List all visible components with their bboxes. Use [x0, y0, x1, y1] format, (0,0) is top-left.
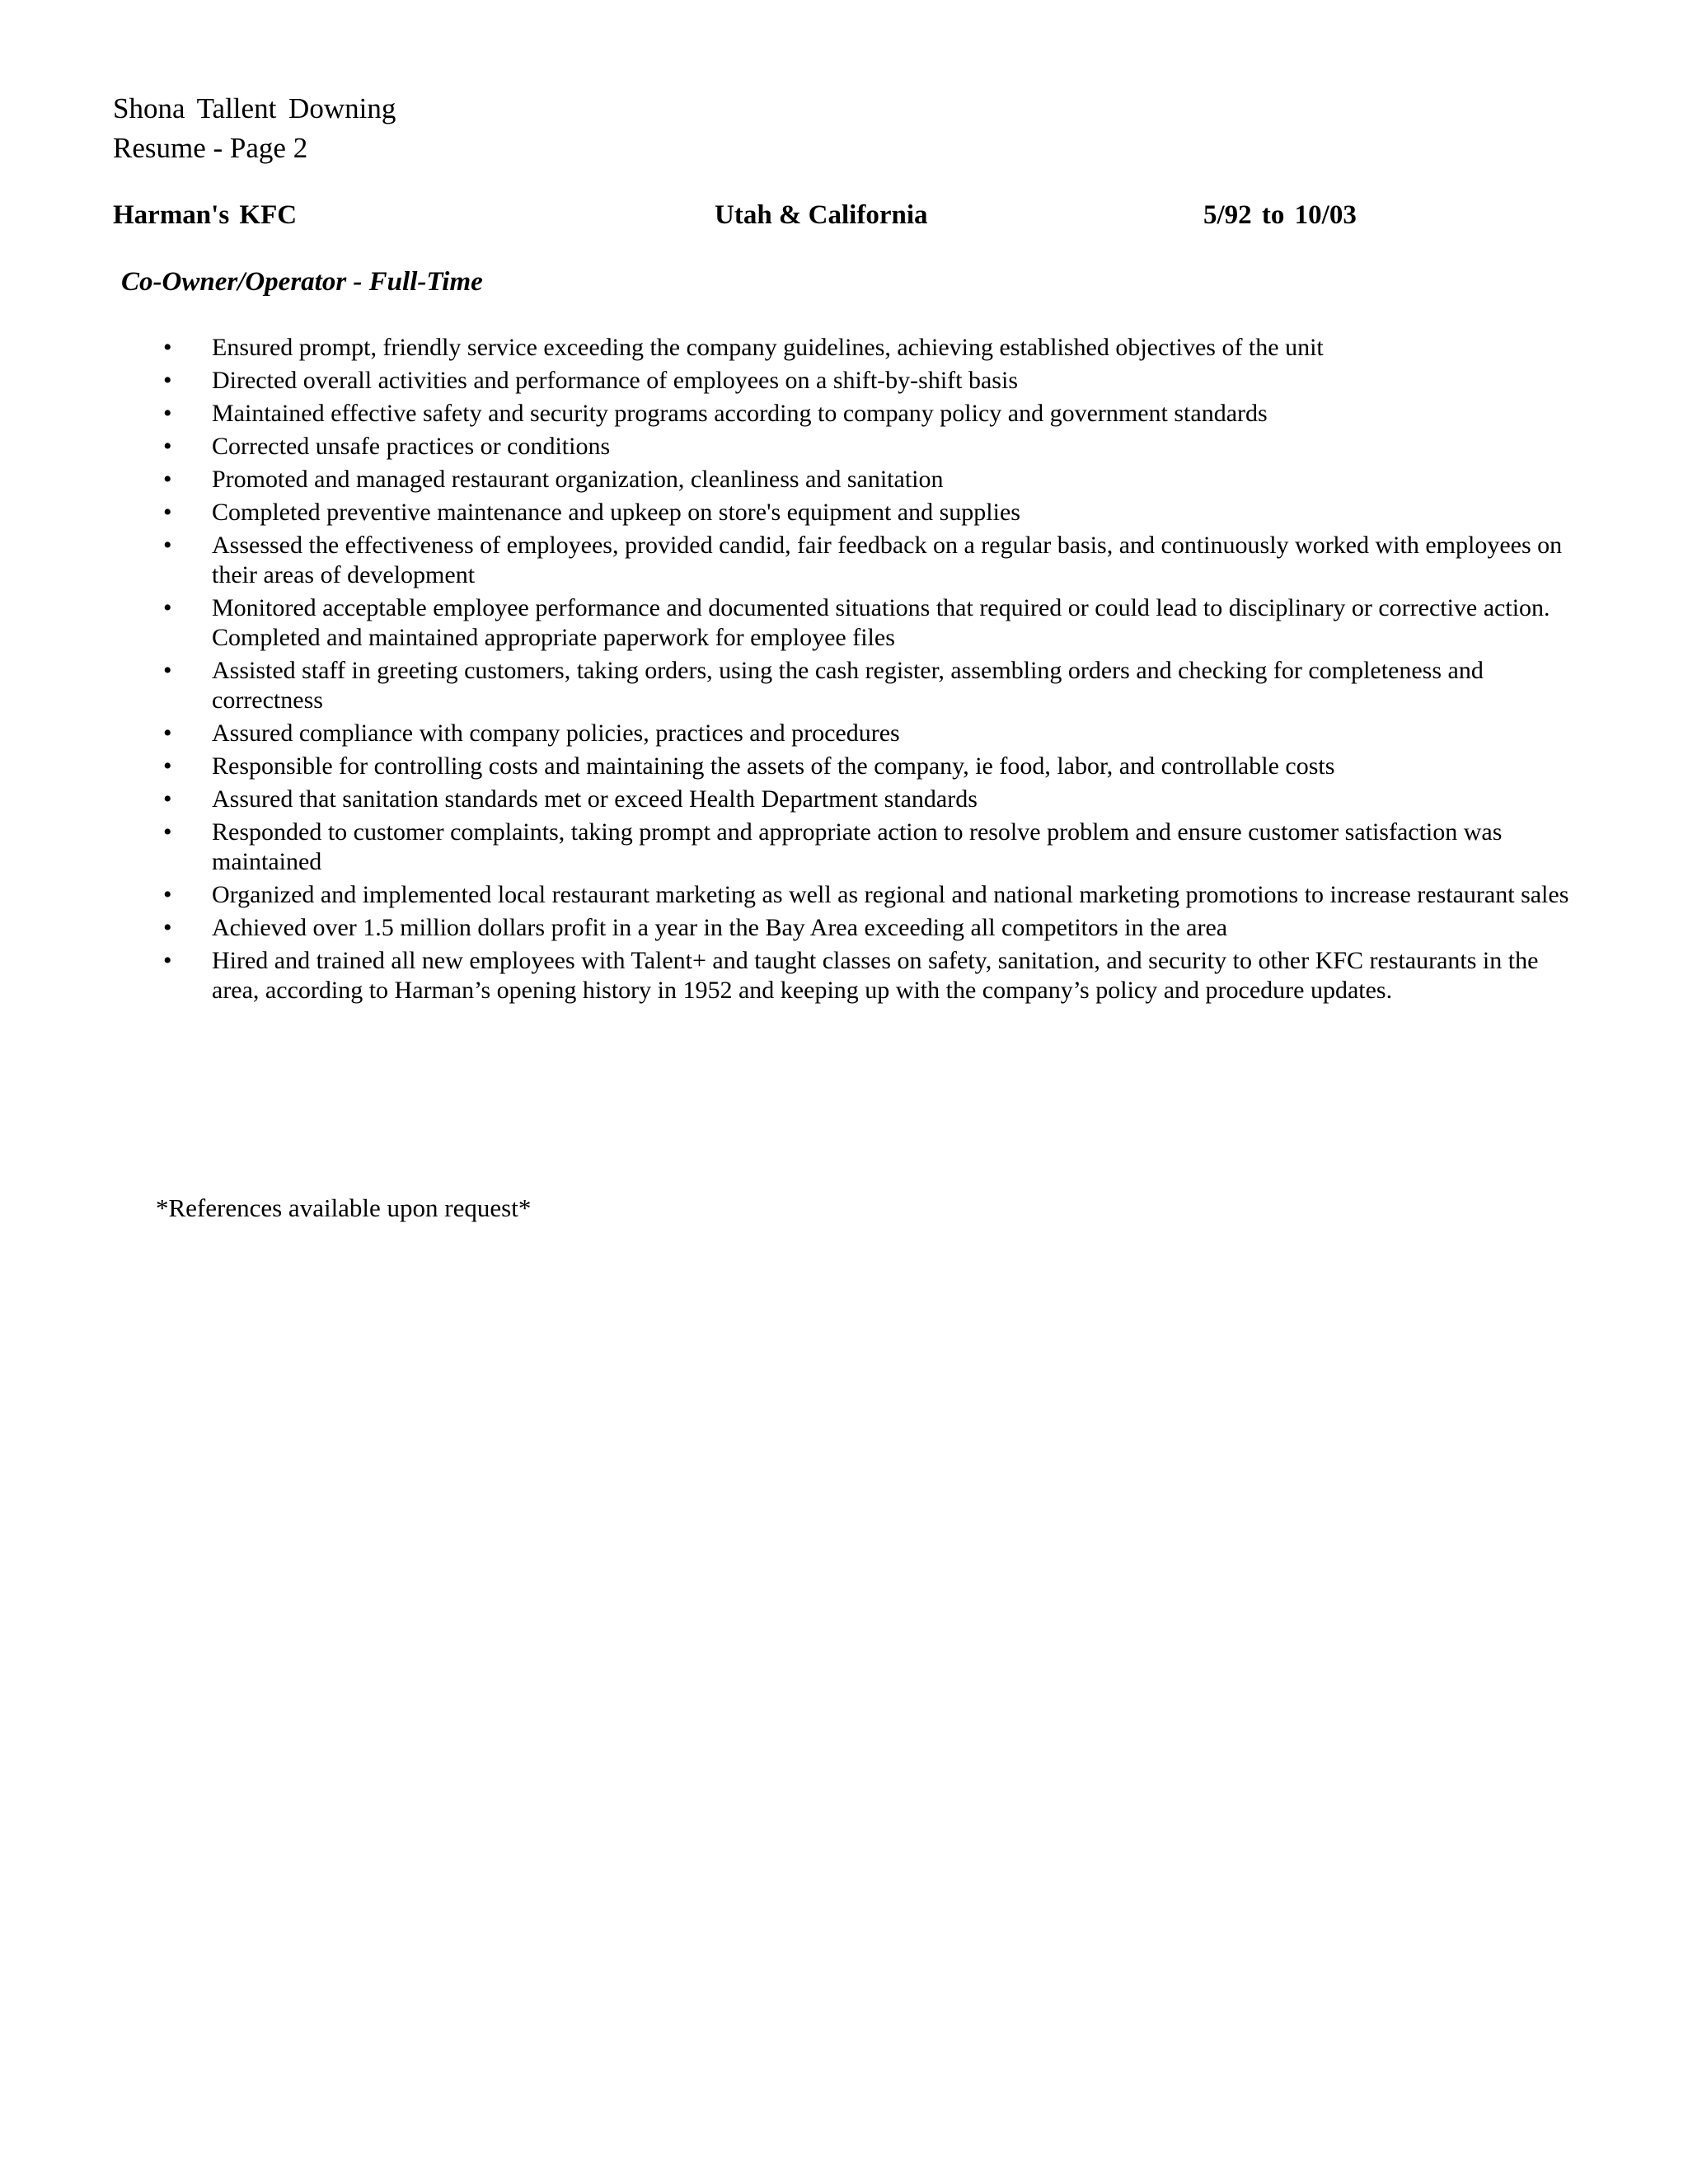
list-item	[0, 593, 1688, 653]
bullet-icon: •	[163, 719, 172, 747]
duty-text: Corrected unsafe practices or conditions	[212, 433, 611, 460]
list-item	[0, 656, 1688, 715]
bullet-icon: •	[163, 881, 172, 908]
bullet-icon: •	[163, 334, 172, 361]
job-heading	[0, 199, 1688, 232]
bullet-icon: •	[163, 947, 172, 974]
duty-text: Ensured prompt, friendly service exceeding the company guidelines, achieving established objectives of the unit	[212, 334, 1324, 361]
duty-text: Assessed the effectiveness of employees, provided candid, fair feedback on a regular basis, and continuously worked with employees on their areas of development	[212, 532, 1563, 588]
duty-text: Responded to customer complaints, taking prompt and appropriate action to resolve problem and ensure customer satisfaction was maintained	[212, 818, 1503, 875]
list-item	[0, 399, 1688, 429]
list-item	[0, 531, 1688, 590]
list-item	[0, 752, 1688, 781]
job-title: Co-Owner/Operator - Full-Time	[121, 267, 483, 297]
references-note: *References available upon request*	[156, 1193, 532, 1222]
duty-text: Promoted and managed restaurant organization, cleanliness and sanitation	[212, 466, 944, 493]
bullet-icon: •	[163, 785, 172, 813]
bullet-icon: •	[163, 657, 172, 684]
bullet-icon: •	[163, 499, 172, 526]
bullet-icon: •	[163, 400, 172, 427]
bullet-icon: •	[163, 914, 172, 941]
applicant-name: Shona Tallent Downing	[113, 92, 396, 124]
bullet-icon: •	[163, 433, 172, 460]
list-item	[0, 366, 1688, 396]
list-item	[0, 913, 1688, 943]
list-item	[0, 880, 1688, 910]
duties-list	[0, 333, 1688, 1009]
duty-text: Directed overall activities and performance of employees on a shift-by-shift basis	[212, 367, 1018, 394]
bullet-icon: •	[163, 466, 172, 493]
duty-text: Achieved over 1.5 million dollars profit in a year in the Bay Area exceeding all competitors in the area	[212, 914, 1228, 941]
list-item	[0, 946, 1688, 1005]
duty-text: Maintained effective safety and security programs according to company policy and government standards	[212, 400, 1268, 427]
duty-text: Responsible for controlling costs and maintaining the assets of the company, ie food, labor, and controllable costs	[212, 752, 1335, 780]
list-item	[0, 432, 1688, 462]
duty-text: Assured that sanitation standards met or exceed Health Department standards	[212, 785, 978, 813]
job-employer: Harman's KFC	[113, 200, 298, 230]
job-dates: 5/92 to 10/03	[1203, 200, 1357, 230]
duty-text: Hired and trained all new employees with Talent+ and taught classes on safety, sanitation, and security to other KFC restaurants in the area, according to Harman’s opening history in 1952 and keeping up with the company’s policy and procedure updates.	[212, 947, 1539, 1004]
list-item	[0, 333, 1688, 363]
duty-text: Assisted staff in greeting customers, taking orders, using the cash register, assembling orders and checking for completeness and correctness	[212, 657, 1484, 714]
bullet-icon: •	[163, 594, 172, 621]
duty-text: Monitored acceptable employee performance and documented situations that required or could lead to disciplinary or corrective action. Completed and maintained appropriate paperwork for employee files	[212, 594, 1550, 651]
bullet-icon: •	[163, 752, 172, 780]
list-item	[0, 719, 1688, 748]
page-label: Resume - Page 2	[113, 132, 308, 164]
job-location: Utah & California	[715, 200, 928, 230]
duty-text: Organized and implemented local restaurant marketing as well as regional and national marketing promotions to increase restaurant sales	[212, 881, 1569, 908]
bullet-icon: •	[163, 532, 172, 559]
duty-text: Completed preventive maintenance and upkeep on store's equipment and supplies	[212, 499, 1020, 526]
list-item	[0, 465, 1688, 494]
list-item	[0, 498, 1688, 527]
list-item	[0, 818, 1688, 877]
bullet-icon: •	[163, 367, 172, 394]
list-item	[0, 785, 1688, 814]
duty-text: Assured compliance with company policies, practices and procedures	[212, 719, 900, 747]
bullet-icon: •	[163, 818, 172, 846]
